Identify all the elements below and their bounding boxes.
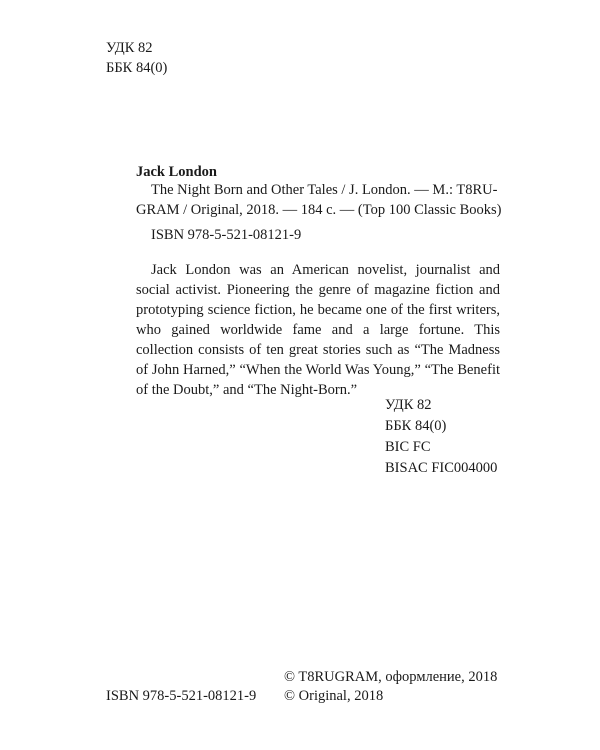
bisac-code: BISAC FIC004000 bbox=[385, 460, 498, 476]
annotation-text: Jack London was an American novelist, journalist and social activist. Pioneering the genre of magazine fiction and prototyping science fiction, he became one of the first writers, who gained worldwide fame and a large fortune. This collection consists of ten great stories such as “The Madness of John Harned,” “When the World Was Young,” “The Benefit of the Doubt,” and “The Night-Born.” bbox=[136, 262, 500, 398]
isbn-footer: ISBN 978-5-521-08121-9 bbox=[106, 688, 257, 704]
copyright-block bbox=[284, 668, 497, 706]
bibliographic-description bbox=[136, 180, 502, 220]
author-name: Jack London bbox=[136, 164, 217, 180]
bbk-code: ББК 84(0) bbox=[385, 418, 447, 434]
bibliographic-line: The Night Born and Other Tales / J. London. — M.: T8RU- bbox=[151, 182, 498, 198]
isbn-record: ISBN 978-5-521-08121-9 bbox=[151, 227, 302, 243]
bic-code: BIC FC bbox=[385, 439, 431, 455]
copyright-line: © Original, 2018 bbox=[284, 688, 384, 704]
bibliographic-line: GRAM / Original, 2018. — 184 с. — (Top 100 Classic Books) bbox=[136, 202, 502, 218]
bbk-code-top: ББК 84(0) bbox=[106, 60, 168, 76]
top-classification-block bbox=[106, 38, 167, 78]
right-classification-block bbox=[385, 395, 497, 479]
udk-code-top: УДК 82 bbox=[106, 40, 153, 56]
udk-code: УДК 82 bbox=[385, 397, 432, 413]
annotation bbox=[136, 260, 500, 400]
copyright-line: © T8RUGRAM, оформление, 2018 bbox=[284, 669, 498, 685]
